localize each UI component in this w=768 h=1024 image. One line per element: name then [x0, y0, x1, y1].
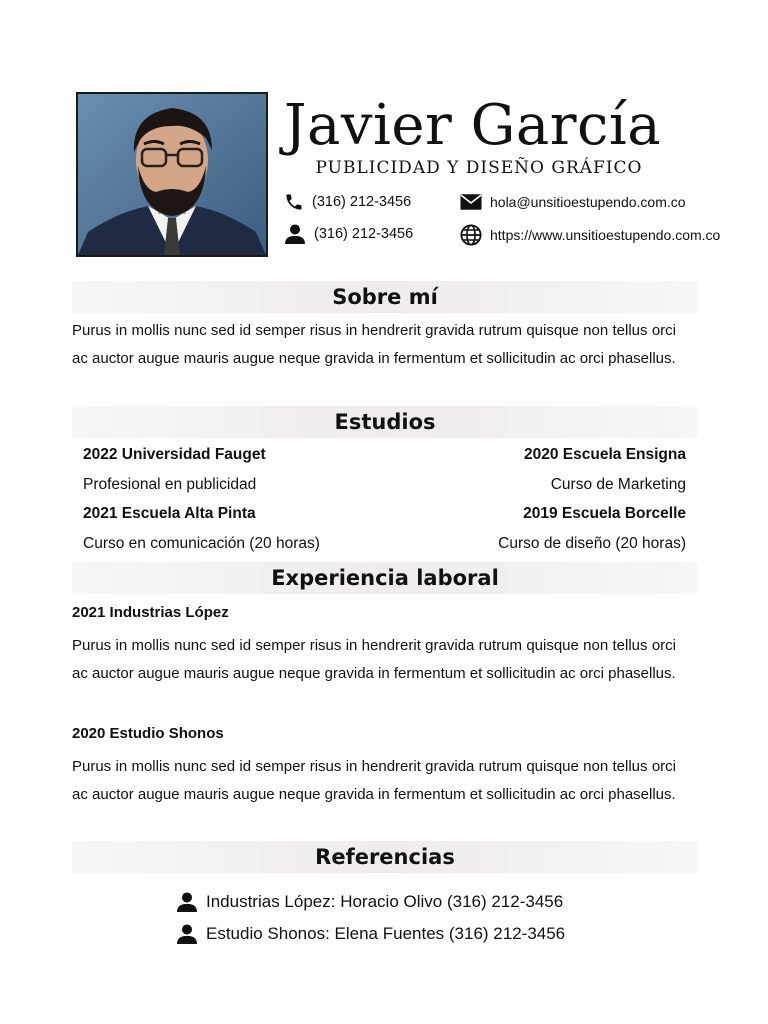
- study-school: 2019 Escuela Borcelle: [523, 505, 686, 522]
- resume-name: Javier García: [284, 93, 662, 158]
- job-description: Purus in mollis nunc sed id semper risus in hendrerit gravida rutrum quisque non tellus orci ac auctor augue mauris augue neque gravida in fermentum et sollicitudin ac orci phasellus.: [72, 758, 676, 803]
- user-icon: [176, 892, 198, 912]
- contact-email[interactable]: [460, 192, 686, 212]
- reference-text: Estudio Shonos: Elena Fuentes (316) 212-3456: [206, 924, 566, 943]
- study-degree: Profesional en publicidad: [83, 476, 257, 493]
- phone-icon: [284, 192, 304, 212]
- study-school: 2021 Escuela Alta Pinta: [83, 505, 256, 522]
- contact-website-text[interactable]: https://www.unsitioestupendo.com.co: [490, 227, 721, 243]
- contact-phone-text: (316) 212-3456: [312, 194, 412, 210]
- section-experience-title: Experiencia laboral: [72, 562, 698, 594]
- study-degree: Curso en comunicación (20 horas): [83, 535, 320, 552]
- study-school: 2020 Escuela Ensigna: [524, 446, 686, 463]
- contact-email-text[interactable]: hola@unsitioestupendo.com.co: [490, 194, 686, 210]
- study-degree: Curso de Marketing: [550, 476, 686, 493]
- contact-phone-alt: [284, 224, 413, 244]
- resume-subtitle: PUBLICIDAD Y DISEÑO GRÁFICO: [315, 158, 643, 178]
- reference-item: [176, 922, 565, 946]
- reference-text: Industrias López: Horacio Olivo (316) 212-3456: [206, 892, 564, 911]
- about-text: Purus in mollis nunc sed id semper risus in hendrerit gravida rutrum quisque non tellus orci ac auctor augue mauris augue neque gravida in fermentum et sollicitudin ac orci phasellus.: [72, 322, 676, 367]
- profile-photo: [76, 92, 268, 257]
- user-icon: [176, 924, 198, 944]
- reference-item: [176, 890, 563, 914]
- job-title: 2021 Industrias López: [72, 604, 229, 621]
- globe-icon: [460, 224, 482, 246]
- contact-website[interactable]: [460, 224, 720, 246]
- job-title: 2020 Estudio Shonos: [72, 725, 224, 742]
- job-description: Purus in mollis nunc sed id semper risus in hendrerit gravida rutrum quisque non tellus orci ac auctor augue mauris augue neque gravida in fermentum et sollicitudin ac orci phasellus.: [72, 637, 676, 682]
- contact-phone: [284, 192, 411, 212]
- study-degree: Curso de diseño (20 horas): [498, 535, 686, 552]
- study-school: 2022 Universidad Fauget: [83, 446, 266, 463]
- user-icon: [284, 224, 306, 244]
- section-about-title: Sobre mí: [72, 281, 698, 313]
- envelope-icon: [460, 193, 482, 211]
- contact-phone-alt-text: (316) 212-3456: [314, 226, 414, 242]
- section-references-title: Referencias: [72, 841, 698, 873]
- section-studies-title: Estudios: [72, 406, 698, 438]
